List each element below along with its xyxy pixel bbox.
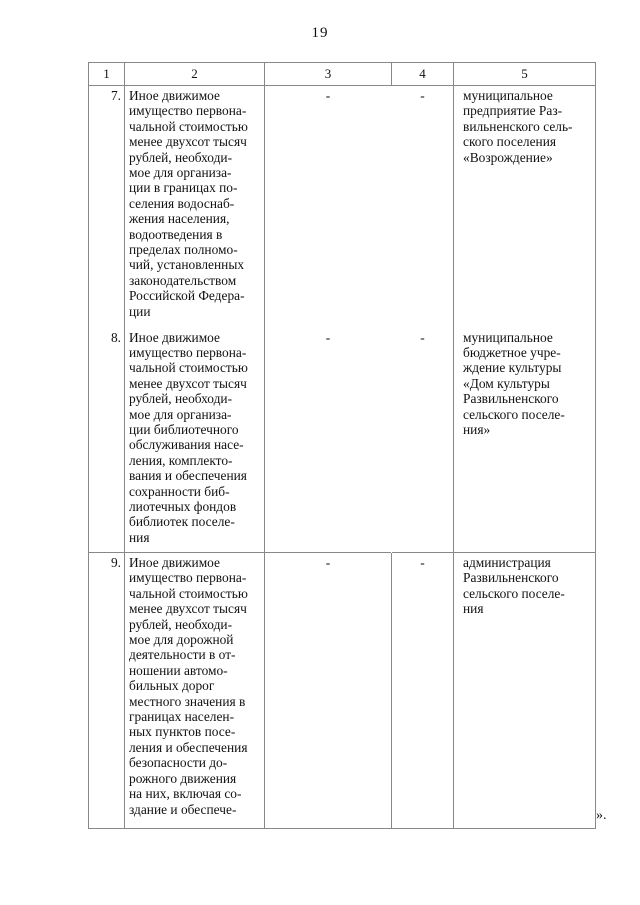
- page-number: 19: [311, 25, 329, 41]
- property-description: Иное движимое имущество первона- чальной стоимостью менее двухсот тысяч рублей, необходи- мое для организа- ции библиотечного обслуживания насе- ления, комплекто- вания и обеспечения сохранности биб- лиотечных фондов библиотек поселе- ния: [125, 328, 265, 553]
- rights-holder: муниципальное бюджетное учре- ждение культуры «Дом культуры Развильненского сельского поселе- ния»: [454, 328, 596, 553]
- column-4-value: -: [392, 553, 454, 829]
- rights-holder: администрация Развильненского сельского поселе- ния: [454, 553, 596, 829]
- column-header-4: 4: [392, 63, 454, 86]
- column-header-5: 5: [454, 63, 596, 86]
- column-4-value: -: [392, 328, 454, 553]
- table-header-row: [89, 63, 596, 86]
- property-registry-table: [88, 62, 596, 829]
- table-row: [89, 86, 596, 328]
- column-header-3: 3: [265, 63, 392, 86]
- row-number: 9.: [89, 553, 125, 829]
- rights-holder: муниципальное предприятие Раз- вильненского сель- ского поселения «Возрождение»: [454, 86, 596, 328]
- column-3-value: -: [265, 328, 392, 553]
- column-3-value: -: [265, 553, 392, 829]
- column-3-value: -: [265, 86, 392, 328]
- closing-quote-mark: ».: [596, 808, 607, 823]
- row-number: 8.: [89, 328, 125, 553]
- column-header-2: 2: [125, 63, 265, 86]
- row-number: 7.: [89, 86, 125, 328]
- property-description: Иное движимое имущество первона- чальной стоимостью менее двухсот тысяч рублей, необходи- мое для организа- ции в границах по- селения водоснаб- жения населения, водоотведения в пределах полномо- чий, установленных законодательством Российской Федера- ции: [125, 86, 265, 328]
- column-4-value: -: [392, 86, 454, 328]
- table-row: [89, 328, 596, 553]
- table-row: [89, 553, 596, 829]
- column-header-1: 1: [89, 63, 125, 86]
- property-description: Иное движимое имущество первона- чальной стоимостью менее двухсот тысяч рублей, необходи- мое для дорожной деятельности в от- ношении автомо- бильных дорог местного значения в границах населен- ных пунктов посе- ления и обеспечения безопасности до- рожного движения на них, включая со- здание и обеспече-: [125, 553, 265, 829]
